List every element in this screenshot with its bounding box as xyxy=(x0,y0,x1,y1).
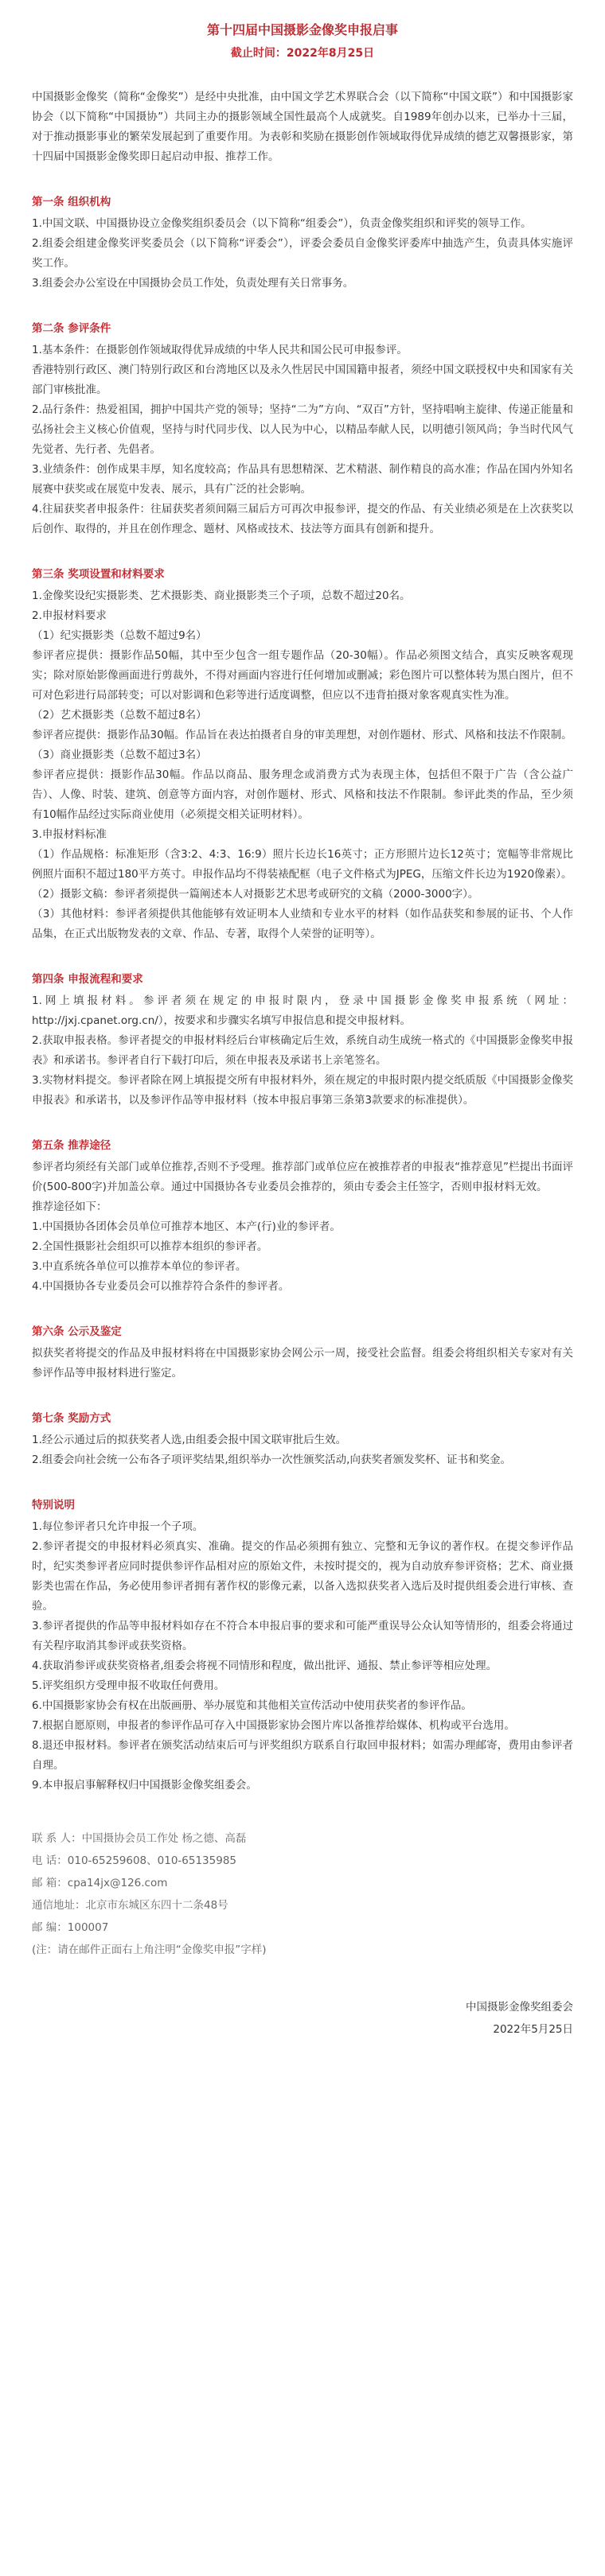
contact-phone: 电 话：010-65259608、010-65135985 xyxy=(32,1854,236,1867)
section-item: 2.申报材料要求 xyxy=(32,609,107,622)
section-item: 1.经公示通过后的拟获奖者人选,由组委会报中国文联审批后生效。 xyxy=(32,1434,347,1446)
section-item: 2.组委会向社会统一公布各子项评奖结果,组织举办一次性颁奖活动,向获奖者颁发奖杯、证书和奖金。 xyxy=(32,1453,511,1466)
section-4 xyxy=(32,970,573,1111)
section-item: 2.组委会组建金像奖评奖委员会（以下简称“评委会”），评委会委员自金像奖评委库中抽选产生，负责具体实施评奖工作。 xyxy=(32,237,573,270)
section-1 xyxy=(32,193,573,294)
section-item: 6.中国摄影家协会有权在出版画册、举办展览和其他相关宣传活动中使用获奖者的参评作品。 xyxy=(32,1699,472,1712)
section-item: 4.往届获奖者申报条件：往届获奖者须间隔三届后方可再次申报参评，提交的作品、有关业绩必须是在上次获奖以后创作、取得的，并且在创作理念、题材、风格或技术、技法等方面具有创新和提升。 xyxy=(32,503,573,535)
signature-org: 中国摄影金像奖组委会 xyxy=(466,2001,573,2014)
page-title: 第十四届中国摄影金像奖申报启事 xyxy=(206,22,398,37)
contact-people: 联 系 人：中国摄协会员工作处 杨之德、高磊 xyxy=(32,1832,247,1845)
section-item: 2.品行条件：热爱祖国，拥护中国共产党的领导；坚持“二为”方向、“双百”方针，坚持唱响主旋律、传递正能量和弘扬社会主义核心价值观，坚持与时代同步伐、以人民为中心，以精品奉献人民，以明德引领风尚；争当时代风气先觉者、先行者、先倡者。 xyxy=(32,403,573,456)
section-item: 参评者均须经有关部门或单位推荐,否则不予受理。推荐部门或单位应在被推荐者的申报表“推荐意见”栏提出书面评价(500-800字)并加盖公章。通过中国摄协各专业委员会推荐的，须由专委会主任签字，否则申报材料无效。 xyxy=(32,1161,573,1193)
section-heading: 第三条 奖项设置和材料要求 xyxy=(32,568,165,581)
section-item: 3.业绩条件：创作成果丰厚，知名度较高；作品具有思想精深、艺术精湛、制作精良的高水准；作品在国内外知名展赛中获奖或在展览中发表、展示，具有广泛的社会影响。 xyxy=(32,463,573,496)
contact-block xyxy=(32,1827,573,1961)
section-item: 9.本申报启事解释权归中国摄影金像奖组委会。 xyxy=(32,1779,257,1792)
section-item: 3.中直系统各单位可以推荐本单位的参评者。 xyxy=(32,1260,247,1273)
section-item: （3）商业摄影类（总数不超过3名） xyxy=(32,749,207,761)
section-item: 5.评奖组织方受理申报不收取任何费用。 xyxy=(32,1679,225,1692)
section-item: （2）艺术摄影类（总数不超过8名） xyxy=(32,709,207,722)
section-item: （2）摄影文稿：参评者须提供一篇阐述本人对摄影艺术思考或研究的文稿（2000-3000字）。 xyxy=(32,888,479,901)
section-item: （1）纪实摄影类（总数不超过9名） xyxy=(32,629,207,642)
section-item: 拟获奖者将提交的作品及申报材料将在中国摄影家协会网公示一周，接受社会监督。组委会将组织相关专家对有关参评作品等申报材料进行鉴定。 xyxy=(32,1347,573,1379)
section-6 xyxy=(32,1322,573,1383)
contact-address: 通信地址：北京市东城区东四十二条48号 xyxy=(32,1899,228,1912)
section-heading: 第二条 参评条件 xyxy=(32,322,111,335)
section-heading: 第四条 申报流程和要求 xyxy=(32,973,143,986)
contact-email[interactable]: 邮 箱：cpa14jx@126.com xyxy=(32,1877,168,1889)
section-heading: 第五条 推荐途径 xyxy=(32,1139,111,1152)
section-item: （1）作品规格：标准矩形（含3:2、4:3、16:9）照片长边长16英寸；正方形照片边长12英寸；宽幅等非常规比例照片面积不超过180平方英寸。申报作品均不得装裱配框（电子文件格式为JPEG，压缩文件长边为1920像素）。 xyxy=(32,848,573,881)
section-item: 香港特别行政区、澳门特别行政区和台湾地区以及永久性居民中国国籍申报者，须经中国文联授权中央和国家有关部门审核批准。 xyxy=(32,364,573,396)
section-item: 2.获取申报表格。参评者提交的申报材料经后台审核确定后生效，系统自动生成统一格式的《中国摄影金像奖申报表》和承诺书。参评者自行下载打印后，须在申报表及承诺书上亲笔签名。 xyxy=(32,1034,573,1067)
section-item: 1.网上填报材料。参评者须在规定的申报时限内，登录中国摄影金像奖申报系统（网址：http://jxj.cpanet.org.cn/），按要求和步骤实名填写申报信息和提交申报材料。 xyxy=(32,994,573,1027)
section-item: 3.组委会办公室设在中国摄协会员工作处，负责处理有关日常事务。 xyxy=(32,277,354,290)
section-8 xyxy=(32,1496,573,1796)
sections-container xyxy=(32,193,573,1796)
section-item: 2.参评者提交的申报材料必须真实、准确。提交的作品必须拥有独立、完整和无争议的著作权。在提交参评作品时，纪实类参评者应同时提供参评作品相对应的原始文件，未按时提交的，视为自动放弃参评资格；艺术、商业摄影类也需在作品，务必使用参评者拥有著作权的影像元素，以备入选拟获奖者入选后及时提供组委会进行审核、查验。 xyxy=(32,1540,573,1613)
section-item: 4.获取消参评或获奖资格者,组委会将视不同情形和程度，做出批评、通报、禁止参评等相应处理。 xyxy=(32,1660,498,1672)
section-item: 推荐途径如下： xyxy=(32,1200,107,1213)
section-item: 1.中国摄协各团体会员单位可推荐本地区、本产(行)业的参评者。 xyxy=(32,1220,341,1233)
section-3 xyxy=(32,565,573,944)
section-item: 3.申报材料标准 xyxy=(32,828,107,841)
section-item: 1.每位参评者只允许申报一个子项。 xyxy=(32,1520,204,1533)
section-item: 2.全国性摄影社会组织可以推荐本组织的参评者。 xyxy=(32,1240,268,1253)
section-item: 1.基本条件：在摄影创作领域取得优异成绩的中华人民共和国公民可申报参评。 xyxy=(32,344,408,356)
section-item: （3）其他材料：参评者须提供其他能够有效证明本人业绩和专业水平的材料（如作品获奖和参展的证书、个人作品集，在正式出版物发表的文章、作品、专著，取得个人荣誉的证明等）。 xyxy=(32,908,573,940)
section-item: 4.中国摄协各专业委员会可以推荐符合条件的参评者。 xyxy=(32,1280,290,1293)
section-item: 7.根据自愿原则，申报者的参评作品可存入中国摄影家协会图片库以备推荐给媒体、机构或平台选用。 xyxy=(32,1719,515,1732)
section-item: 参评者应提供：摄影作品50幅，其中至少包含一组专题作品（20-30幅）。作品必须图文结合，真实反映客观现实；除对原始影像画面进行剪裁外，不得对画面内容进行任何增加或删减；彩色图片可以整体转为黑白图片，但不可对色彩进行局部转变；可以对影调和色彩等进行适度调整，但应以不违背拍摄对象客观真实性为准。 xyxy=(32,649,573,702)
section-5 xyxy=(32,1136,573,1297)
section-item: 3.实物材料提交。参评者除在网上填报提交所有申报材料外，须在规定的申报时限内提交纸质版《中国摄影金像奖申报表》和承诺书，以及参评作品等申报材料（按本申报启事第三条第3款要求的标准提供）。 xyxy=(32,1074,573,1107)
section-heading: 第七条 奖励方式 xyxy=(32,1412,111,1425)
signature-block xyxy=(32,1996,573,2041)
deadline-text: 截止时间：2022年8月25日 xyxy=(230,47,375,60)
section-2 xyxy=(32,319,573,539)
section-heading: 第六条 公示及鉴定 xyxy=(32,1325,122,1338)
section-heading: 特别说明 xyxy=(32,1499,75,1512)
section-item: 参评者应提供：摄影作品30幅。作品以商品、服务理念或消费方式为表现主体，包括但不限于广告（含公益广告）、人像、时装、建筑、创意等方面内容，对创作题材、形式、风格和技法不作限制。参评此类的作品，至少须有10幅作品经过实际商业使用（必须提交相关证明材料）。 xyxy=(32,769,573,821)
section-item: 8.退还申报材料。参评者在颁奖活动结束后可与评奖组织方联系自行取回申报材料；如需办理邮寄，费用由参评者自理。 xyxy=(32,1739,573,1772)
contact-note: (注：请在邮件正面右上角注明“金像奖申报”字样) xyxy=(32,1944,267,1956)
section-7 xyxy=(32,1409,573,1470)
contact-postcode: 邮 编：100007 xyxy=(32,1921,109,1934)
section-heading: 第一条 组织机构 xyxy=(32,196,111,208)
section-item: 1.中国文联、中国摄协设立金像奖组织委员会（以下简称“组委会”），负责金像奖组织和评奖的领导工作。 xyxy=(32,217,532,230)
section-item: 参评者应提供：摄影作品30幅。作品旨在表达拍摄者自身的审美理想，对创作题材、形式、风格和技法不作限制。 xyxy=(32,729,572,741)
section-item: 1.金像奖设纪实摄影类、艺术摄影类、商业摄影类三个子项，总数不超过20名。 xyxy=(32,590,411,602)
section-item: 3.参评者提供的作品等申报材料如存在不符合本申报启事的要求和可能严重误导公众认知等情形的，组委会将通过有关程序取消其参评或获奖资格。 xyxy=(32,1620,573,1652)
signature-date: 2022年5月25日 xyxy=(493,2023,573,2036)
intro-paragraph: 中国摄影金像奖（简称“金像奖”）是经中央批准，由中国文学艺术界联合会（以下简称“中国文联”）和中国摄影家协会（以下简称“中国摄协”）共同主办的摄影领域全国性最高个人成就奖。自1989年创办以来，已举办十三届，对于推动摄影事业的繁荣发展起到了重要作用。为表彰和奖励在摄影创作领域取得优异成绩的德艺双馨摄影家，第十四届中国摄影金像奖即日起启动申报、推荐工作。 xyxy=(32,91,573,163)
